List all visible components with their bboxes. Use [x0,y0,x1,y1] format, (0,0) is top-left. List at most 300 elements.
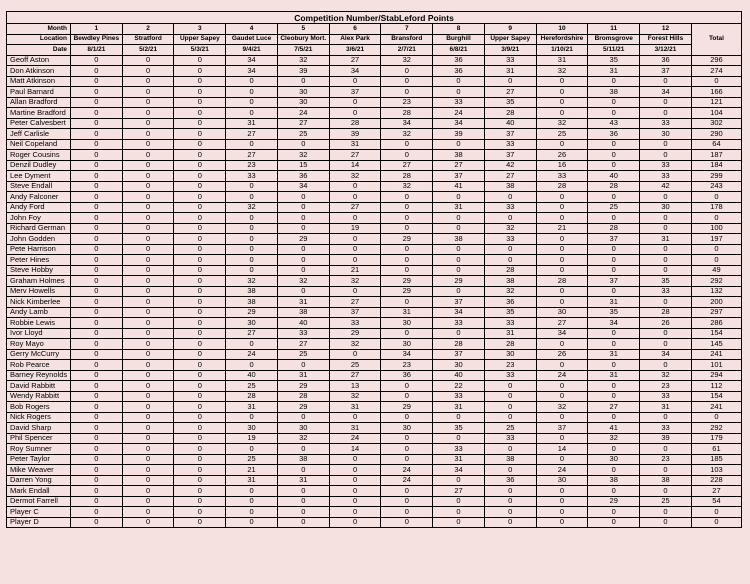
score-cell: 32 [277,150,329,161]
score-cell: 0 [536,265,588,276]
title-row [7,12,742,24]
score-cell: 0 [433,87,485,98]
total-cell: 0 [691,213,741,224]
score-cell: 0 [277,223,329,234]
score-cell: 0 [71,370,123,381]
score-cell: 0 [122,507,174,518]
score-cell: 0 [640,444,692,455]
score-cell: 34 [277,181,329,192]
score-cell: 0 [174,87,226,98]
score-cell: 0 [174,339,226,350]
score-cell: 27 [277,118,329,129]
score-cell: 33 [433,444,485,455]
total-cell: 297 [691,307,741,318]
score-cell: 34 [381,118,433,129]
score-cell: 29 [381,276,433,287]
score-cell: 28 [484,108,536,119]
comp-date: 7/5/21 [277,45,329,56]
score-cell: 37 [588,276,640,287]
score-cell: 0 [381,517,433,528]
player-name: Mark Endall [7,486,71,497]
score-cell: 0 [226,444,278,455]
score-cell: 0 [329,255,381,266]
score-cell: 24 [536,370,588,381]
player-name: Mike Weaver [7,465,71,476]
score-cell: 30 [381,318,433,329]
score-cell: 0 [640,412,692,423]
score-cell: 36 [433,55,485,66]
player-name: Roy Mayo [7,339,71,350]
score-cell: 38 [433,234,485,245]
player-row [7,265,742,276]
total-cell: 184 [691,160,741,171]
score-cell: 0 [71,171,123,182]
score-cell: 0 [122,454,174,465]
score-cell: 36 [381,370,433,381]
table-title: Competition Number/StabLeford Points [7,12,742,24]
score-cell: 21 [226,465,278,476]
score-cell: 30 [277,87,329,98]
player-row [7,444,742,455]
score-cell: 25 [536,129,588,140]
score-cell: 35 [484,307,536,318]
score-cell: 0 [588,192,640,203]
score-cell: 37 [484,129,536,140]
score-cell: 0 [433,265,485,276]
player-name: Martine Bradford [7,108,71,119]
score-cell: 0 [226,76,278,87]
score-cell: 0 [226,234,278,245]
score-cell: 0 [277,465,329,476]
score-cell: 0 [71,297,123,308]
score-cell: 0 [174,223,226,234]
score-cell: 23 [640,381,692,392]
score-cell: 31 [329,139,381,150]
score-cell: 32 [226,202,278,213]
score-cell: 33 [484,318,536,329]
score-cell: 0 [640,255,692,266]
comp-num: 3 [174,24,226,35]
score-cell: 32 [277,55,329,66]
score-cell: 0 [588,139,640,150]
score-cell: 38 [640,475,692,486]
score-cell: 0 [640,139,692,150]
score-cell: 0 [381,244,433,255]
score-cell: 41 [588,423,640,434]
player-name: Bob Rogers [7,402,71,413]
score-cell: 0 [174,360,226,371]
comp-date: 6/8/21 [433,45,485,56]
score-cell: 14 [329,444,381,455]
player-row [7,202,742,213]
score-cell: 0 [226,108,278,119]
score-cell: 39 [277,66,329,77]
score-cell: 19 [226,433,278,444]
player-name: Andy Lamb [7,307,71,318]
score-cell: 0 [71,55,123,66]
score-cell: 0 [588,339,640,350]
score-cell: 0 [122,517,174,528]
score-cell: 37 [329,307,381,318]
score-cell: 0 [536,297,588,308]
score-cell: 32 [484,223,536,234]
score-cell: 0 [226,496,278,507]
score-cell: 0 [329,517,381,528]
score-cell: 0 [174,55,226,66]
score-cell: 0 [174,423,226,434]
score-cell: 0 [122,370,174,381]
total-cell: 0 [691,244,741,255]
score-cell: 0 [122,328,174,339]
score-cell: 23 [640,454,692,465]
score-cell: 40 [277,318,329,329]
total-cell: 241 [691,402,741,413]
location-label: Location [7,34,71,45]
comp-location: Bewdley Pines [71,34,123,45]
score-cell: 0 [174,108,226,119]
score-cell: 0 [122,97,174,108]
score-cell: 31 [588,66,640,77]
score-cell: 32 [381,181,433,192]
score-cell: 0 [536,433,588,444]
player-row [7,118,742,129]
score-cell: 37 [329,87,381,98]
score-cell: 33 [433,97,485,108]
score-cell: 0 [71,318,123,329]
player-name: Phil Spencer [7,433,71,444]
score-cell: 27 [433,486,485,497]
total-cell: 154 [691,328,741,339]
score-cell: 0 [71,475,123,486]
score-cell: 0 [640,328,692,339]
score-cell: 34 [381,349,433,360]
score-cell: 0 [174,381,226,392]
score-cell: 0 [433,255,485,266]
score-cell: 38 [484,181,536,192]
score-cell: 0 [277,255,329,266]
comp-num: 2 [122,24,174,35]
score-cell: 21 [536,223,588,234]
score-cell: 0 [433,76,485,87]
score-cell: 34 [640,349,692,360]
score-cell: 27 [329,202,381,213]
score-cell: 34 [433,465,485,476]
score-cell: 0 [588,286,640,297]
player-name: Steve Hobby [7,265,71,276]
score-cell: 0 [122,402,174,413]
score-cell: 31 [588,349,640,360]
score-cell: 0 [71,97,123,108]
score-cell: 0 [226,517,278,528]
comp-location: Alex Park [329,34,381,45]
total-cell: 294 [691,370,741,381]
score-cell: 0 [122,496,174,507]
score-cell: 0 [174,160,226,171]
score-cell: 19 [329,223,381,234]
score-cell: 29 [277,402,329,413]
score-cell: 0 [640,192,692,203]
score-cell: 0 [329,507,381,518]
score-cell: 0 [381,496,433,507]
player-row [7,454,742,465]
player-name: Ivor Lloyd [7,328,71,339]
score-cell: 29 [381,286,433,297]
score-cell: 0 [71,412,123,423]
score-cell: 25 [640,496,692,507]
score-cell: 0 [536,87,588,98]
score-cell: 30 [640,202,692,213]
score-cell: 0 [484,517,536,528]
score-cell: 33 [640,423,692,434]
score-cell: 0 [71,433,123,444]
score-cell: 0 [71,129,123,140]
total-cell: 228 [691,475,741,486]
score-cell: 0 [174,265,226,276]
score-cell: 0 [640,76,692,87]
score-cell: 27 [588,402,640,413]
player-row [7,328,742,339]
score-cell: 0 [71,213,123,224]
score-cell: 0 [174,139,226,150]
score-cell: 24 [381,475,433,486]
score-cell: 0 [122,150,174,161]
score-cell: 26 [640,318,692,329]
score-cell: 0 [433,192,485,203]
score-cell: 0 [277,202,329,213]
score-cell: 0 [71,276,123,287]
score-cell: 0 [536,244,588,255]
player-row [7,507,742,518]
score-cell: 0 [174,171,226,182]
score-cell: 36 [588,129,640,140]
total-cell: 112 [691,381,741,392]
score-cell: 0 [122,465,174,476]
score-cell: 37 [433,297,485,308]
score-cell: 0 [277,139,329,150]
date-label: Date [7,45,71,56]
score-cell: 0 [226,255,278,266]
score-cell: 0 [484,507,536,518]
comp-date: 5/11/21 [588,45,640,56]
score-cell: 0 [226,244,278,255]
player-name: John Foy [7,213,71,224]
score-cell: 0 [122,444,174,455]
score-cell: 32 [329,391,381,402]
score-cell: 0 [381,66,433,77]
score-cell: 0 [71,360,123,371]
month-row [7,24,742,35]
score-cell: 0 [329,213,381,224]
player-row [7,423,742,434]
score-cell: 25 [226,454,278,465]
score-cell: 0 [277,286,329,297]
score-cell: 0 [71,496,123,507]
points-table [6,11,742,528]
score-cell: 31 [433,402,485,413]
score-cell: 33 [484,370,536,381]
score-cell: 0 [122,244,174,255]
score-cell: 0 [122,391,174,402]
total-cell: 200 [691,297,741,308]
score-cell: 27 [536,318,588,329]
score-cell: 0 [174,118,226,129]
score-cell: 35 [640,276,692,287]
score-cell: 27 [226,150,278,161]
total-cell: 0 [691,192,741,203]
score-cell: 0 [640,465,692,476]
score-cell: 0 [329,412,381,423]
score-cell: 0 [588,108,640,119]
score-cell: 0 [122,276,174,287]
score-cell: 33 [433,391,485,402]
score-cell: 0 [588,97,640,108]
score-cell: 0 [71,181,123,192]
total-cell: 178 [691,202,741,213]
player-row [7,66,742,77]
comp-num: 4 [226,24,278,35]
score-cell: 0 [277,486,329,497]
score-cell: 23 [381,360,433,371]
score-cell: 32 [640,370,692,381]
score-cell: 33 [329,318,381,329]
score-cell: 26 [536,150,588,161]
score-cell: 0 [381,507,433,518]
player-row [7,475,742,486]
player-row [7,465,742,476]
score-cell: 0 [174,66,226,77]
score-cell: 36 [433,66,485,77]
score-cell: 0 [588,507,640,518]
score-cell: 0 [226,339,278,350]
score-cell: 0 [381,265,433,276]
score-cell: 0 [433,213,485,224]
score-cell: 28 [484,339,536,350]
player-name: Peter Hines [7,255,71,266]
score-cell: 32 [588,433,640,444]
score-cell: 0 [71,139,123,150]
score-cell: 0 [381,255,433,266]
score-cell: 38 [484,276,536,287]
player-row [7,55,742,66]
score-cell: 35 [588,307,640,318]
score-cell: 0 [640,213,692,224]
player-name: Graham Holmes [7,276,71,287]
score-cell: 0 [536,202,588,213]
player-name: Geoff Aston [7,55,71,66]
score-cell: 0 [174,181,226,192]
player-row [7,307,742,318]
score-cell: 0 [433,328,485,339]
score-cell: 0 [174,496,226,507]
comp-num: 12 [640,24,692,35]
score-cell: 27 [484,87,536,98]
comp-location: Burghill [433,34,485,45]
total-cell: 241 [691,349,741,360]
score-cell: 0 [277,213,329,224]
score-cell: 0 [536,391,588,402]
player-name: Roger Cousins [7,150,71,161]
score-cell: 0 [536,360,588,371]
score-cell: 0 [71,108,123,119]
score-cell: 0 [174,234,226,245]
comp-date: 1/10/21 [536,45,588,56]
score-cell: 21 [329,265,381,276]
score-cell: 0 [226,139,278,150]
score-cell: 0 [174,286,226,297]
player-name: Steve Endall [7,181,71,192]
score-cell: 14 [329,160,381,171]
player-name: Peter Calvesbert [7,118,71,129]
score-cell: 0 [484,213,536,224]
score-cell: 0 [588,328,640,339]
score-cell: 0 [588,76,640,87]
score-cell: 30 [277,423,329,434]
score-cell: 0 [381,139,433,150]
score-cell: 0 [226,192,278,203]
score-cell: 0 [433,244,485,255]
score-cell: 0 [277,496,329,507]
score-cell: 0 [484,486,536,497]
score-cell: 0 [536,139,588,150]
player-name: Barney Reynolds [7,370,71,381]
score-cell: 31 [433,202,485,213]
score-cell: 0 [174,412,226,423]
player-row [7,276,742,287]
score-cell: 0 [174,202,226,213]
score-cell: 0 [71,255,123,266]
score-cell: 0 [174,318,226,329]
score-cell: 34 [588,318,640,329]
player-row [7,391,742,402]
score-cell: 0 [381,381,433,392]
score-cell: 0 [71,454,123,465]
total-cell: 103 [691,465,741,476]
score-cell: 0 [277,412,329,423]
player-row [7,486,742,497]
score-cell: 30 [484,349,536,360]
total-cell: 0 [691,517,741,528]
score-cell: 27 [329,297,381,308]
comp-location: Bransford [381,34,433,45]
score-cell: 0 [536,486,588,497]
total-cell: 27 [691,486,741,497]
total-cell: 0 [691,76,741,87]
score-cell: 0 [174,307,226,318]
player-row [7,87,742,98]
score-cell: 0 [174,129,226,140]
score-cell: 0 [329,349,381,360]
score-cell: 0 [433,286,485,297]
score-cell: 0 [536,507,588,518]
score-cell: 28 [588,181,640,192]
player-row [7,139,742,150]
score-cell: 0 [174,433,226,444]
score-cell: 31 [381,307,433,318]
player-name: Denzil Dudley [7,160,71,171]
score-cell: 0 [588,391,640,402]
score-cell: 0 [381,486,433,497]
total-cell: 185 [691,454,741,465]
score-cell: 31 [433,454,485,465]
score-cell: 31 [226,402,278,413]
score-cell: 29 [226,307,278,318]
player-row [7,108,742,119]
score-cell: 33 [484,139,536,150]
score-cell: 0 [277,192,329,203]
score-cell: 24 [381,465,433,476]
score-cell: 24 [277,108,329,119]
player-name: Neil Copeland [7,139,71,150]
